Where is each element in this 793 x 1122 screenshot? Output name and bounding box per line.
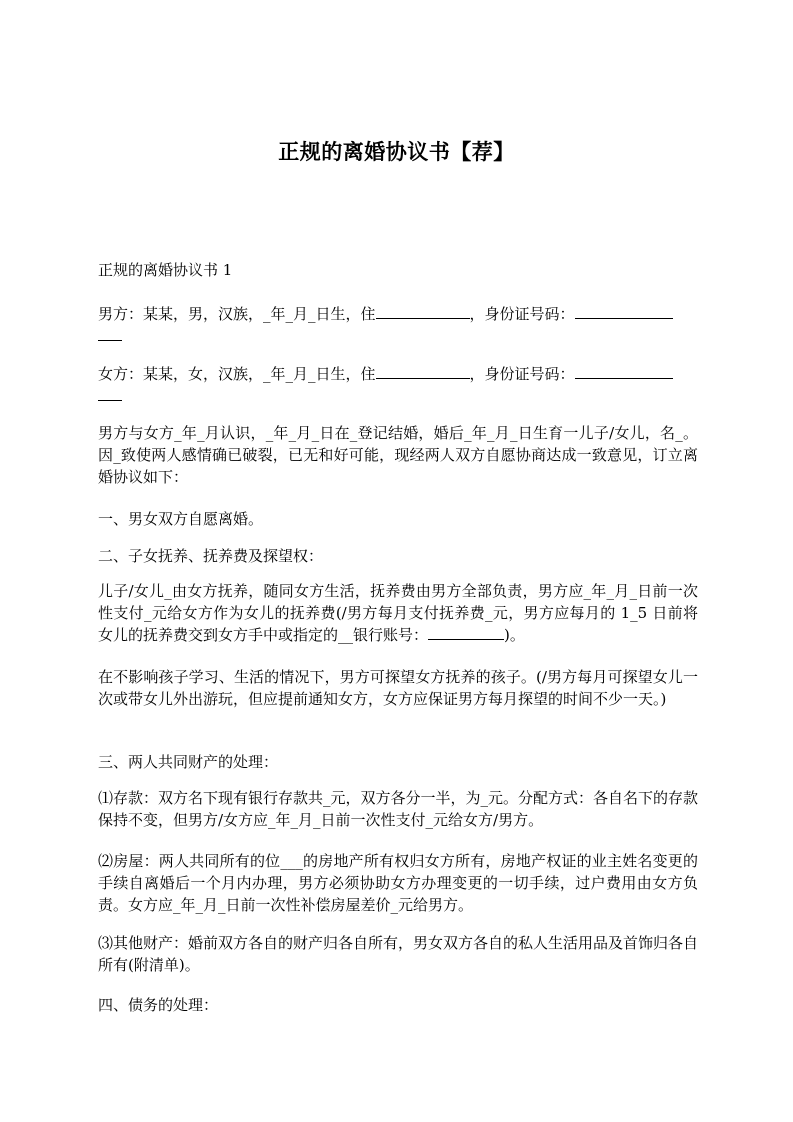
section-1: 一、男女双方自愿离婚。: [98, 510, 264, 528]
id-blank-continued: [98, 339, 122, 341]
section-2-heading: 二、子女抚养、抚养费及探望权：: [98, 547, 324, 565]
male-id-label: ，身份证号码：: [469, 305, 575, 323]
child-custody-paragraph: [98, 580, 698, 646]
account-blank: [428, 638, 504, 640]
id-blank: [575, 377, 673, 379]
section-4-heading: 四、债务的处理：: [98, 996, 219, 1014]
agreement-heading: 正规的离婚协议书 1: [98, 261, 233, 279]
id-blank-continued: [98, 399, 122, 401]
house-paragraph: ⑵房屋：两人共同所有的位___的房地产所有权归女方所有，房地产权证的业主姓名变更的手续自离婚后一个月内办理，男方必须协助女方办理变更的一切手续，过户费用由女方负责。女方应_年_月_日前一次性补偿房屋差价_元给男方。: [98, 852, 698, 914]
male-party-paragraph: [98, 303, 698, 347]
child-custody-text: 儿子/女儿_由女方抚养，随同女方生活，抚养费由男方全部负责，男方应_年_月_日前一次性支付_元给女方作为女儿的抚养费(/男方每月支付抚养费_元，男方应每月的 1_5 日前将女儿的抚养费交到女方手中或指定的__银行账号：: [98, 582, 698, 644]
id-blank: [575, 317, 673, 319]
child-custody-end: )。: [504, 626, 525, 644]
male-party-text: 男方：某某，男，汉族，_年_月_日生，住: [98, 305, 376, 323]
address-blank: [376, 377, 470, 379]
deposit-paragraph: ⑴存款：双方名下现有银行存款共_元，双方各分一半，为_元。分配方式：各自名下的存款保持不变，但男方/女方应_年_月_日前一次性支付_元给女方/男方。: [98, 789, 699, 829]
female-id-label: ，身份证号码：: [469, 365, 575, 383]
other-property-paragraph: ⑶其他财产：婚前双方各自的财产归各自所有，男女双方各自的私人生活用品及首饰归各自所有(附清单)。: [98, 934, 699, 974]
female-party-paragraph: [98, 363, 698, 407]
intro-paragraph: 男方与女方_年_月认识，_年_月_日在_登记结婚，婚后_年_月_日生育一儿子/女儿，名_。因_致使两人感情确已破裂，已无和好可能，现经两人双方自愿协商达成一致意见，订立离婚协议如下：: [98, 424, 698, 486]
visitation-paragraph: 在不影响孩子学习、生活的情况下，男方可探望女方抚养的孩子。(/男方每月可探望女儿一次或带女儿外出游玩，但应提前通知女方，女方应保证男方每月探望的时间不少一天。): [98, 668, 698, 708]
female-party-text: 女方：某某，女，汉族，_年_月_日生，住: [98, 365, 376, 383]
document-title: 正规的离婚协议书【荐】: [278, 140, 515, 164]
section-3-heading: 三、两人共同财产的处理：: [98, 753, 279, 771]
address-blank: [376, 317, 470, 319]
